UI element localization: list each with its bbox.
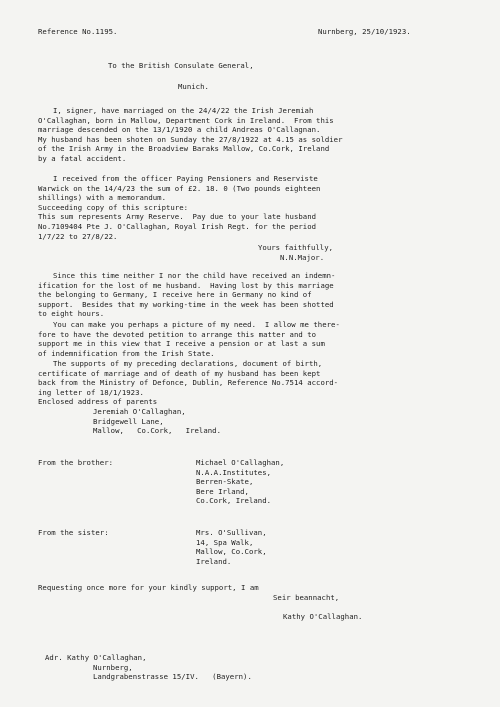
brother-label: From the brother: xyxy=(38,458,114,467)
paragraph-2-line: shillings) with a memorandum. xyxy=(38,193,166,203)
paragraph-2-line: No.7109404 Pte J. O'Callaghan, Royal Irish Regt. for the period xyxy=(38,222,317,231)
paragraph-1-line: of the Irish Army in the Broadview Baraks Mallow, Co.Cork, Ireland xyxy=(38,144,330,154)
paragraph-2-line: Succeeding copy of this scripture: xyxy=(38,202,189,212)
paragraph-5-line: The supports of my preceding declarations, document of birth, xyxy=(53,359,323,368)
parents-intro: Enclosed address of parents xyxy=(38,397,158,406)
paragraph-3-line: to eight hours. xyxy=(38,309,105,319)
paragraph-2-line: This sum represents Army Reserve. Pay due to your late husband xyxy=(38,212,317,222)
closing-line: Requesting once more for your kindly support, I am xyxy=(38,583,259,592)
sender-address-line: Landgrabenstrasse 15/IV. (Bayern). xyxy=(93,672,252,682)
sister-address-line: 14, Spa Walk, xyxy=(196,537,254,547)
paragraph-5-line: certificate of marriage and of death of my husband has been kept xyxy=(38,368,321,378)
brother-address-line: N.A.A.Institutes, xyxy=(196,467,272,477)
brother-address-line: Berren-Skate, xyxy=(196,477,254,487)
reference-number: Reference No.1195. xyxy=(38,27,118,36)
paragraph-1-line: My husband has been shoten on Sunday the 27/8/1922 at 4.15 as soldier xyxy=(38,134,343,144)
paragraph-4-line: of indemnification from the Irish State. xyxy=(38,348,215,358)
paragraph-4-line: fore to have the devoted petition to arrange this matter and to xyxy=(38,329,317,339)
parents-address-line: Mallow, Co.Cork, Ireland. xyxy=(93,426,221,436)
paragraph-1-line: O'Callaghan, born in Mallow, Department Cork in Ireland. From this xyxy=(38,115,334,125)
sister-label: From the sister: xyxy=(38,528,109,537)
sender-address-line: Adr. Kathy O'Callaghan, xyxy=(45,653,147,662)
sender-address-line: Nurnberg, xyxy=(93,662,133,672)
paragraph-4-line: You can make you perhaps a picture of my need. I allow me there- xyxy=(53,320,340,329)
paragraph-2-line: I received from the officer Paying Pensioners and Reserviste xyxy=(53,174,318,183)
paragraph-5-line: back from the Ministry of Defonce, Dublin, Reference No.7514 accord- xyxy=(38,378,339,388)
paragraph-1-line: by a fatal accident. xyxy=(38,154,127,163)
sister-address-line: Mallow, Co.Cork, xyxy=(196,547,267,557)
closing-regards: Seir beannacht, xyxy=(273,593,340,602)
paragraph-3-line: ification for the lost of me husband. Having lost by this marriage xyxy=(38,280,334,290)
recipient: To the British Consulate General, xyxy=(108,61,254,70)
signature: Kathy O'Callaghan. xyxy=(283,612,363,621)
paragraph-2-line: Warwick on the 14/4/23 the sum of £2. 18. 0 (Two pounds eighteen xyxy=(38,183,321,193)
parents-address-line: Bridgewell Lane, xyxy=(93,416,164,426)
paragraph-3-line: support. Besides that my working-time in the week has been shotted xyxy=(38,299,334,309)
paragraph-1-line: marriage descended on the 13/1/1920 a child Andreas O'Callagnan. xyxy=(38,125,321,135)
paragraph-3-line: Since this time neither I nor the child have received an indemn- xyxy=(53,271,336,280)
brother-address-line: Co.Cork, Ireland. xyxy=(196,496,272,506)
paragraph-5-line: ing letter of 18/1/1923. xyxy=(38,387,144,397)
sister-address-line: Ireland. xyxy=(196,556,232,566)
brother-address-line: Michael O'Callaghan, xyxy=(196,458,285,467)
brother-address-line: Bere Irland, xyxy=(196,486,249,496)
paragraph-1-line: I, signer, have marriaged on the 24/4/22 the Irish Jeremiah xyxy=(53,106,314,115)
parents-address-line: Jeremiah O'Callaghan, xyxy=(93,407,186,416)
memo-closing: Yours faithfully, xyxy=(258,243,334,252)
sister-address-line: Mrs. O'Sullivan, xyxy=(196,528,267,537)
paragraph-3-line: the belonging to Germany, I receive here in Germany no kind of xyxy=(38,290,312,300)
recipient-city: Munich. xyxy=(178,82,209,91)
place-and-date: Nurnberg, 25/10/1923. xyxy=(318,27,411,36)
paragraph-4-line: support me in this view that I receive a pension or at last a sum xyxy=(38,339,325,349)
memo-signature: N.N.Major. xyxy=(280,253,325,262)
paragraph-2-line: 1/7/22 to 27/8/22. xyxy=(38,231,118,241)
